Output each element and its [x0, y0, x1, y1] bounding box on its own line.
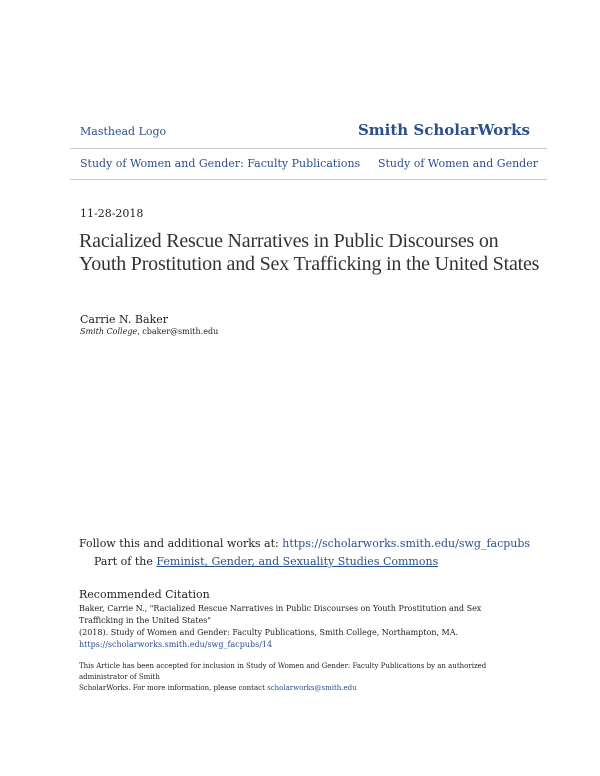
- follow-label: Follow this and additional works at:: [79, 537, 283, 550]
- citation-text: [79, 603, 519, 651]
- citation-line-1: Baker, Carrie N., "Racialized Rescue Narratives in Public Discourses on Youth Prostitution and Sex Trafficking in the United States": [79, 604, 482, 625]
- collection-link[interactable]: Study of Women and Gender: Faculty Publications: [80, 157, 361, 170]
- footer-notice: [79, 661, 519, 694]
- follow-line: [79, 537, 530, 550]
- recommended-citation-heading: Recommended Citation: [79, 588, 210, 601]
- footer-line-1: This Article has been accepted for inclusion in Study of Women and Gender: Faculty Publications by an authorized administrator of Smith: [79, 662, 487, 681]
- publication-date: 11-28-2018: [80, 207, 144, 220]
- commons-link[interactable]: Feminist, Gender, and Sexuality Studies Commons: [156, 555, 439, 568]
- citation-url-link[interactable]: https://scholarworks.smith.edu/swg_facpubs/14: [79, 640, 273, 649]
- department-link[interactable]: Study of Women and Gender: [377, 157, 538, 170]
- partof-line: [94, 555, 438, 568]
- author-name: Carrie N. Baker: [80, 313, 169, 326]
- header-divider: [70, 148, 547, 149]
- affiliation-org: Smith College: [80, 327, 138, 336]
- citation-line-2: (2018). Study of Women and Gender: Faculty Publications, Smith College, Northampton, MA.: [79, 628, 459, 637]
- footer-line-2: [79, 683, 519, 694]
- contact-email-link[interactable]: scholarworks@smith.edu: [267, 684, 357, 692]
- partof-label: Part of the: [94, 555, 157, 568]
- footer-contact-label: ScholarWorks. For more information, please contact: [79, 684, 268, 692]
- brand-link[interactable]: Smith ScholarWorks: [357, 121, 530, 139]
- follow-url-link[interactable]: https://scholarworks.smith.edu/swg_facpubs: [282, 537, 531, 550]
- affiliation-email: , cbaker@smith.edu: [137, 327, 219, 336]
- nav-divider: [70, 179, 547, 180]
- paper-title: Racialized Rescue Narratives in Public Discourses on Youth Prostitution and Sex Trafficking in the United States: [79, 230, 540, 275]
- masthead-logo-link[interactable]: Masthead Logo: [80, 125, 167, 138]
- author-affiliation: [80, 327, 218, 336]
